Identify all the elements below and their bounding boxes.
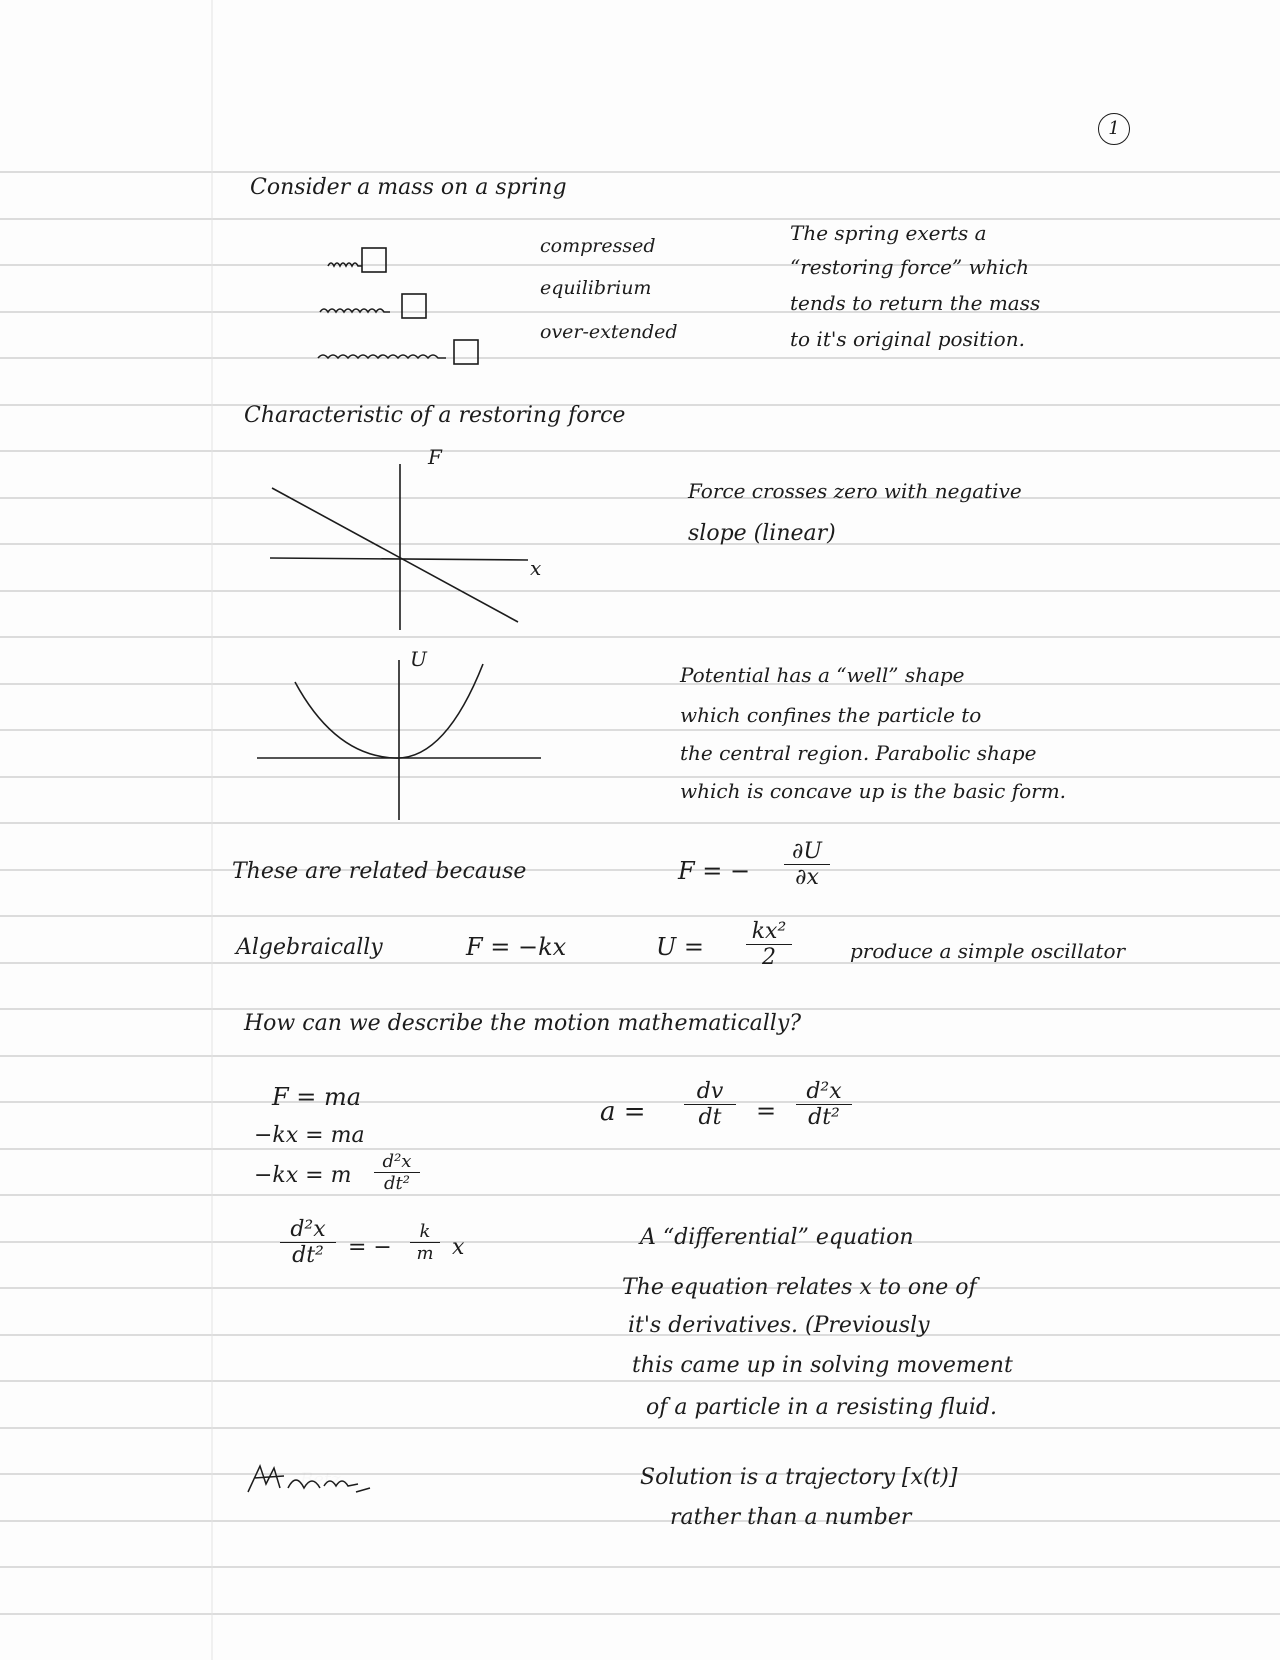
acceleration-lhs: a =	[600, 1097, 646, 1127]
derivation-line-1: F = ma	[272, 1083, 362, 1111]
diffeq-note-line-3: it's derivatives. (Previously	[628, 1313, 930, 1338]
derivation-line-3-numerator: d²x	[382, 1151, 412, 1172]
potential-note-line-2: which confines the particle to	[680, 703, 982, 727]
diffeq-note-line-5: of a particle in a resisting fluid.	[646, 1395, 997, 1420]
acceleration-fraction-2	[796, 1080, 852, 1130]
diffeq-k-numerator: k	[419, 1221, 431, 1242]
algebraic-potential-lhs: U =	[656, 933, 704, 961]
related-text: These are related because	[232, 859, 527, 884]
acceleration-numerator-2: d²x	[806, 1079, 842, 1104]
force-note-line-1: Force crosses zero with negative	[688, 479, 1022, 503]
potential-graph	[255, 652, 545, 824]
label-compressed: compressed	[540, 235, 656, 257]
restoring-note-line-1: The spring exerts a	[790, 221, 987, 245]
restoring-note-line-2: “restoring force” which	[790, 255, 1030, 279]
diffeq-k-fraction	[410, 1222, 440, 1264]
diffeq-note-line-1: A “differential” equation	[640, 1225, 914, 1250]
algebraic-force-eq: F = −kx	[466, 933, 567, 961]
signature	[300, 1470, 341, 1490]
potential-curve	[295, 664, 483, 758]
potential-y-label: U	[410, 647, 427, 671]
spring-diagram	[300, 232, 510, 372]
spring-equilibrium-icon	[320, 294, 426, 318]
page-number: 1	[1098, 113, 1130, 145]
derivation-line-3-lhs: −kx = m	[254, 1163, 352, 1188]
related-eq-lhs: F = −	[678, 857, 751, 885]
related-numerator: ∂U	[792, 839, 822, 864]
diffeq-denominator: dt²	[280, 1242, 336, 1268]
solution-note-line-2: rather than a number	[670, 1505, 912, 1530]
potential-note-line-1: Potential has a “well” shape	[680, 663, 965, 687]
acceleration-denominator-1: dt	[684, 1104, 736, 1130]
diffeq-note-line-2: The equation relates x to one of	[622, 1275, 977, 1300]
force-y-label: F	[428, 445, 442, 469]
solution-note-line-1: Solution is a trajectory [x(t)]	[640, 1465, 958, 1490]
diffeq-var: x	[452, 1235, 465, 1260]
acceleration-denominator-2: dt²	[796, 1104, 852, 1130]
algebraic-note: produce a simple oscillator	[850, 939, 1126, 963]
force-note-line-2: slope (linear)	[688, 521, 836, 546]
section-heading: Consider a mass on a spring	[250, 175, 567, 200]
label-equilibrium: equilibrium	[540, 277, 652, 299]
algebraic-potential-denominator: 2	[746, 944, 792, 970]
acceleration-numerator-1: dv	[696, 1079, 724, 1104]
diffeq-note-line-4: this came up in solving movement	[632, 1353, 1013, 1378]
characteristic-heading: Characteristic of a restoring force	[244, 403, 626, 428]
derivation-line-2: −kx = ma	[254, 1123, 365, 1148]
derivation-line-3-fraction	[374, 1152, 420, 1194]
diffeq-lhs-fraction	[280, 1218, 336, 1268]
restoring-note-line-3: tends to return the mass	[790, 291, 1041, 315]
question: How can we describe the motion mathematically?	[244, 1011, 802, 1036]
spring-compressed-icon	[328, 248, 386, 272]
force-line	[272, 488, 518, 622]
potential-note-line-4: which is concave up is the basic form.	[680, 779, 1067, 803]
force-x-axis	[270, 558, 528, 560]
related-fraction	[784, 840, 830, 890]
derivation-line-3-denominator: dt²	[374, 1172, 420, 1194]
algebraic-potential-numerator: kx²	[751, 919, 787, 944]
acceleration-fraction-1	[684, 1080, 736, 1130]
related-denominator: ∂x	[784, 864, 830, 890]
force-graph	[260, 452, 540, 634]
diffeq-numerator: d²x	[290, 1217, 326, 1242]
label-over-extended: over-extended	[540, 321, 678, 343]
diffeq-k-denominator: m	[410, 1242, 440, 1264]
algebraically-label: Algebraically	[236, 935, 383, 960]
restoring-note-line-4: to it's original position.	[790, 327, 1025, 351]
algebraic-potential-fraction	[746, 920, 792, 970]
force-x-label: x	[530, 556, 542, 580]
spring-over-extended-icon	[318, 340, 478, 364]
diffeq-equals: = −	[348, 1235, 392, 1260]
potential-note-line-3: the central region. Parabolic shape	[680, 741, 1037, 765]
acceleration-equals: =	[756, 1097, 777, 1125]
